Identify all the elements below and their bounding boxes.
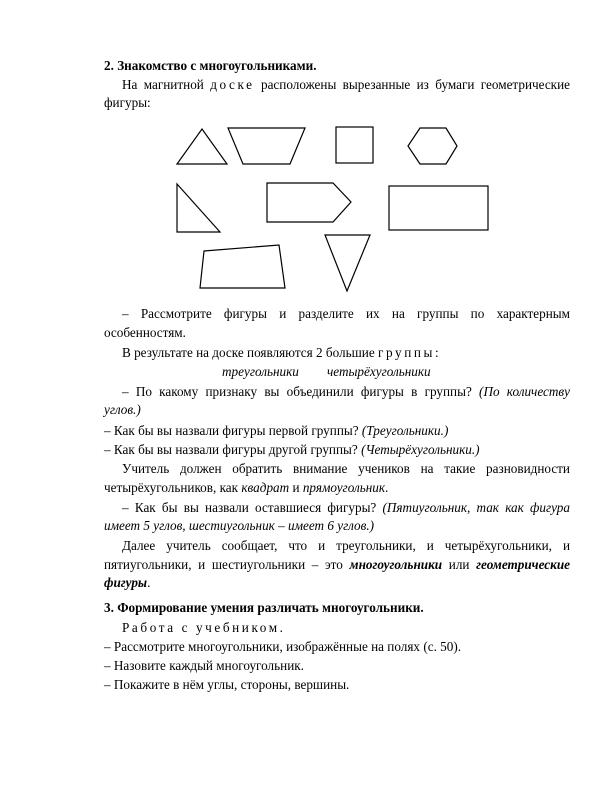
term-figury: фигуры [104,575,148,590]
result-pre: В результате на доске появляются 2 большие [122,345,378,360]
task-line-2: особенностям. [104,325,186,340]
question-1-answer-2: углов.) [104,402,141,417]
hexagon-figure [408,128,457,164]
result-spaced-word: группы [377,345,435,360]
section-3-title: 3. Формирование умения различать многоугольники. [104,600,424,615]
question-2-answer: (Треугольники.) [361,423,449,438]
quadrilateral-figure [200,245,285,288]
list-item: – Покажите в нём углы, стороны, вершины. [104,677,350,692]
teacher-line-2-text: четырёхугольников, как [104,480,242,495]
right-triangle-figure [177,184,220,232]
question-1-text: – По какому признаку вы объединили фигуры в группы? [122,384,480,399]
question-2-text: – Как бы вы назвали фигуры первой группы? [104,423,362,438]
rectangle-figure [389,186,488,230]
section-2-title: 2. Знакомство с многоугольниками. [104,58,317,73]
result-post: : [434,345,439,360]
question-4-line-1 [122,500,570,515]
question-3-answer: (Четырёхугольники.) [361,442,480,457]
conclusion-line-3 [104,575,570,590]
term-mnogougolniki: многоугольники [349,557,443,572]
question-4-answer-2: имеет 5 углов, шестиугольник – имеет 6 углов.) [104,518,375,533]
term-pryamougolnik: прямоугольник [302,480,386,495]
conclusion-end: . [147,575,151,590]
conclusion-line-2-text: пятиугольники, и шестиугольники – это [104,557,350,572]
conclusion-line-1: Далее учитель сообщает, что и треугольники, и четырёхугольники, и [122,538,570,553]
question-1-answer-1: (По количеству [479,384,570,399]
teacher-line-2 [104,480,570,495]
term-geometricheskie: геометрические [476,557,571,572]
question-3-text: – Как бы вы назвали фигуры другой группы? [104,442,362,457]
task-line-1: – Рассмотрите фигуры и разделите их на группы по характерным [122,306,570,321]
term-kvadrat: квадрат [241,480,290,495]
teacher-end: . [385,480,389,495]
question-4-answer-1: (Пятиугольник, так как фигура [382,500,570,515]
question-3 [104,442,570,457]
intro-post: расположены вырезанные из бумаги геометрические [254,77,570,92]
inverted-triangle-figure [325,235,370,291]
group-1-label: треугольники [222,364,299,379]
trapezoid-figure [228,128,305,164]
teacher-line-1: Учитель должен обратить внимание учеников на такие разновидности [122,461,570,476]
question-1-line-1 [122,384,570,399]
pentagon-figure [267,183,351,222]
intro-pre: На магнитной [122,77,211,92]
intro-spaced-word: доске [210,77,255,92]
textbook-work-label: Работа с учебником. [122,620,286,635]
question-2 [104,423,570,438]
question-4-text: – Как бы вы назвали оставшиеся фигуры? [122,500,383,515]
conclusion-line-2 [104,557,570,572]
group-2-label: четырёхугольники [327,364,431,379]
list-item: – Назовите каждый многоугольник. [104,658,304,673]
square-figure [336,127,373,163]
conclusion-or: или [442,557,477,572]
teacher-and: и [289,480,303,495]
intro-line-2: фигуры: [104,95,151,110]
triangle-figure [177,129,227,164]
list-item: – Рассмотрите многоугольники, изображённые на полях (с. 50). [104,639,462,654]
result-line [122,345,570,360]
